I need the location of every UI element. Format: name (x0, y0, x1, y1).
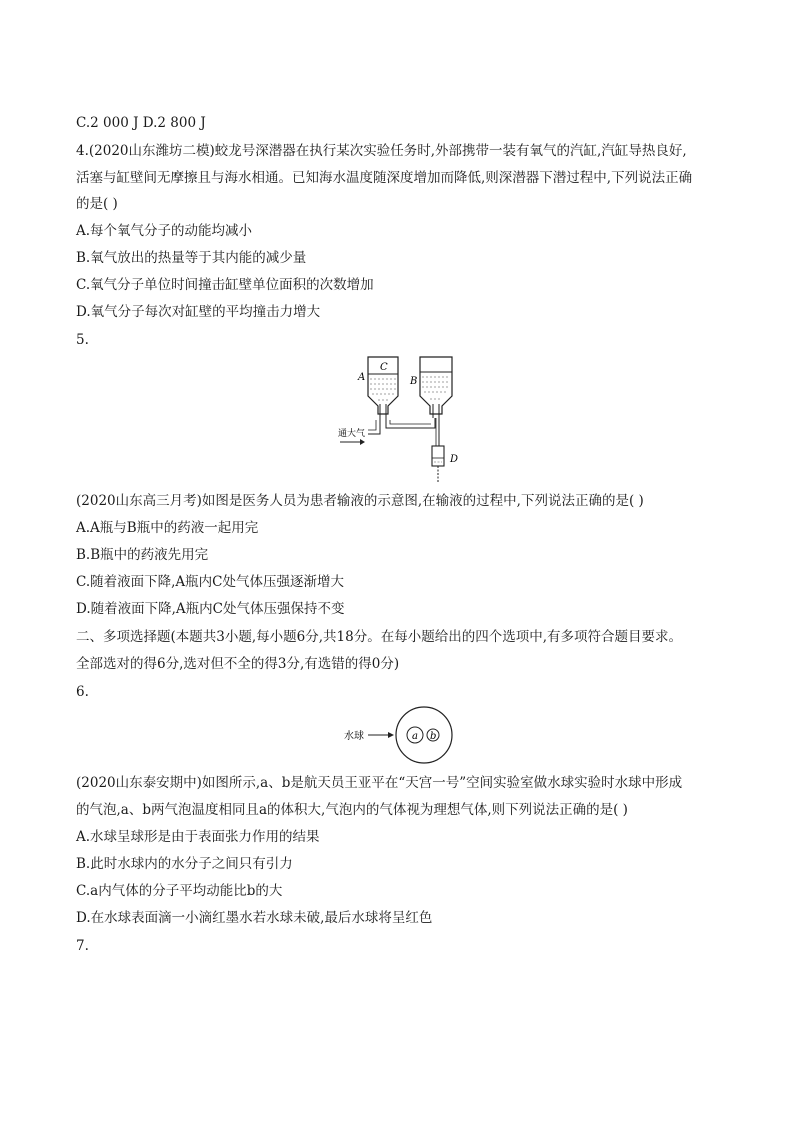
label-bubble-b: b (430, 731, 437, 742)
label-d: D (450, 454, 459, 465)
question-5-stem: (2020山东高三月考)如图是医务人员为患者输液的示意图,在输液的过程中,下列说法正确的是( ) (76, 493, 644, 509)
bottle-b (420, 357, 452, 418)
question-5-number: 5. (76, 332, 89, 348)
line-1: C.2 000 J D.2 800 J (76, 115, 206, 131)
question-4-line-1: 4.(2020山东潍坊二模)蛟龙号深潜器在执行某次实验任务时,外部携带一装有氧气的汽缸,汽缸导热良好, (76, 143, 687, 159)
question-5-option-b: B.B瓶中的药液先用完 (76, 547, 209, 563)
question-5-option-d: D.随着液面下降,A瓶内C处气体压强保持不变 (76, 601, 345, 617)
label-a: A (358, 372, 366, 383)
question-4-option-d: D.氧气分子每次对缸壁的平均撞击力增大 (76, 304, 321, 320)
question-4-option-a: A.每个氧气分子的动能均减小 (76, 223, 253, 239)
section-2-heading-line-2: 全部选对的得6分,选对但不全的得3分,有选错的得0分) (76, 656, 400, 672)
question-5-option-c: C.随着液面下降,A瓶内C处气体压强逐渐增大 (76, 574, 345, 590)
label-b: B (410, 376, 418, 387)
label-c: C (380, 362, 388, 373)
water-ball-figure (340, 704, 470, 766)
question-7-number: 7. (76, 938, 89, 954)
drip-chamber-d (432, 446, 444, 466)
label-water-ball: 水球 (344, 731, 364, 742)
question-4-option-b: B.氧气放出的热量等于其内能的减少量 (76, 250, 307, 266)
section-2-heading-line-1: 二、多项选择题(本题共3小题,每小题6分,共18分。在每小题给出的四个选项中,有多项符合题目要求。 (76, 629, 682, 645)
question-4-line-2: 活塞与缸壁间无摩擦且与海水相通。已知海水温度随深度增加而降低,则深潜器下潜过程中,下列说法正确 (76, 170, 693, 186)
question-6-option-c: C.a内气体的分子平均动能比b的大 (76, 883, 283, 899)
label-air: 通大气 (338, 429, 366, 439)
question-4-line-3: 的是( ) (76, 196, 118, 212)
question-6-option-d: D.在水球表面滴一小滴红墨水若水球未破,最后水球将呈红色 (76, 910, 433, 926)
question-6-number: 6. (76, 684, 89, 700)
iv-drip-figure (330, 352, 470, 484)
question-6-option-b: B.此时水球内的水分子之间只有引力 (76, 856, 293, 872)
question-6-stem-line-1: (2020山东泰安期中)如图所示,a、b是航天员王亚平在“天宫一号”空间实验室做水球实验时水球中形成 (76, 775, 683, 791)
water-ball (396, 707, 452, 763)
question-6-stem-line-2: 的气泡,a、b两气泡温度相同且a的体积大,气泡内的气体视为理想气体,则下列说法正确的是( ) (76, 802, 628, 818)
label-bubble-a: a (412, 731, 418, 742)
question-4-option-c: C.氧气分子单位时间撞击缸壁单位面积的次数增加 (76, 277, 374, 293)
question-6-option-a: A.水球呈球形是由于表面张力作用的结果 (76, 829, 320, 845)
question-5-option-a: A.A瓶与B瓶中的药液一起用完 (76, 520, 259, 536)
